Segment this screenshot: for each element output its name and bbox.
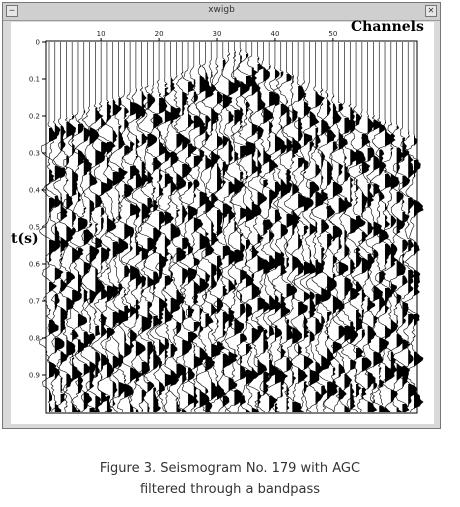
- xwigb-window: [2, 2, 441, 429]
- trace-fill: [234, 52, 243, 406]
- y-tick-label: 0.3: [28, 149, 40, 158]
- x-tick-label: 50: [328, 30, 338, 38]
- y-tick-label: 0.6: [28, 260, 40, 269]
- y-tick-label: 0.7: [28, 297, 40, 306]
- figure-caption-line-2: filtered through a bandpass: [139, 482, 321, 497]
- x-tick-label: 20: [154, 30, 164, 38]
- trace: [69, 42, 88, 412]
- time-axis-title: t(s): [11, 231, 39, 247]
- x-tick-label: 30: [212, 30, 222, 38]
- x-tick-label: 10: [96, 30, 106, 38]
- y-tick-label: 0.1: [28, 75, 40, 84]
- window-menu-icon[interactable]: ─: [6, 5, 18, 17]
- window-title: xwigb: [208, 5, 235, 15]
- channels-label: Channels: [351, 19, 424, 35]
- trace-fill: [414, 136, 423, 410]
- y-tick-label: 0: [35, 38, 40, 47]
- trace-fill: [229, 54, 238, 412]
- seismogram-plot: [11, 22, 434, 424]
- close-icon[interactable]: ✕: [425, 5, 437, 17]
- y-tick-label: 0.8: [28, 334, 40, 343]
- y-tick-label: 0.2: [28, 112, 40, 121]
- y-tick-label: 0.9: [28, 371, 40, 380]
- x-tick-label: 40: [270, 30, 280, 38]
- figure-caption-line-1: Figure 3. Seismogram No. 179 with AGC: [99, 461, 361, 476]
- trace-fill: [304, 82, 313, 394]
- seismogram-plot-area: [11, 22, 434, 424]
- y-tick-label: 0.5: [28, 223, 40, 232]
- y-tick-label: 0.4: [28, 186, 40, 195]
- trace: [387, 42, 406, 412]
